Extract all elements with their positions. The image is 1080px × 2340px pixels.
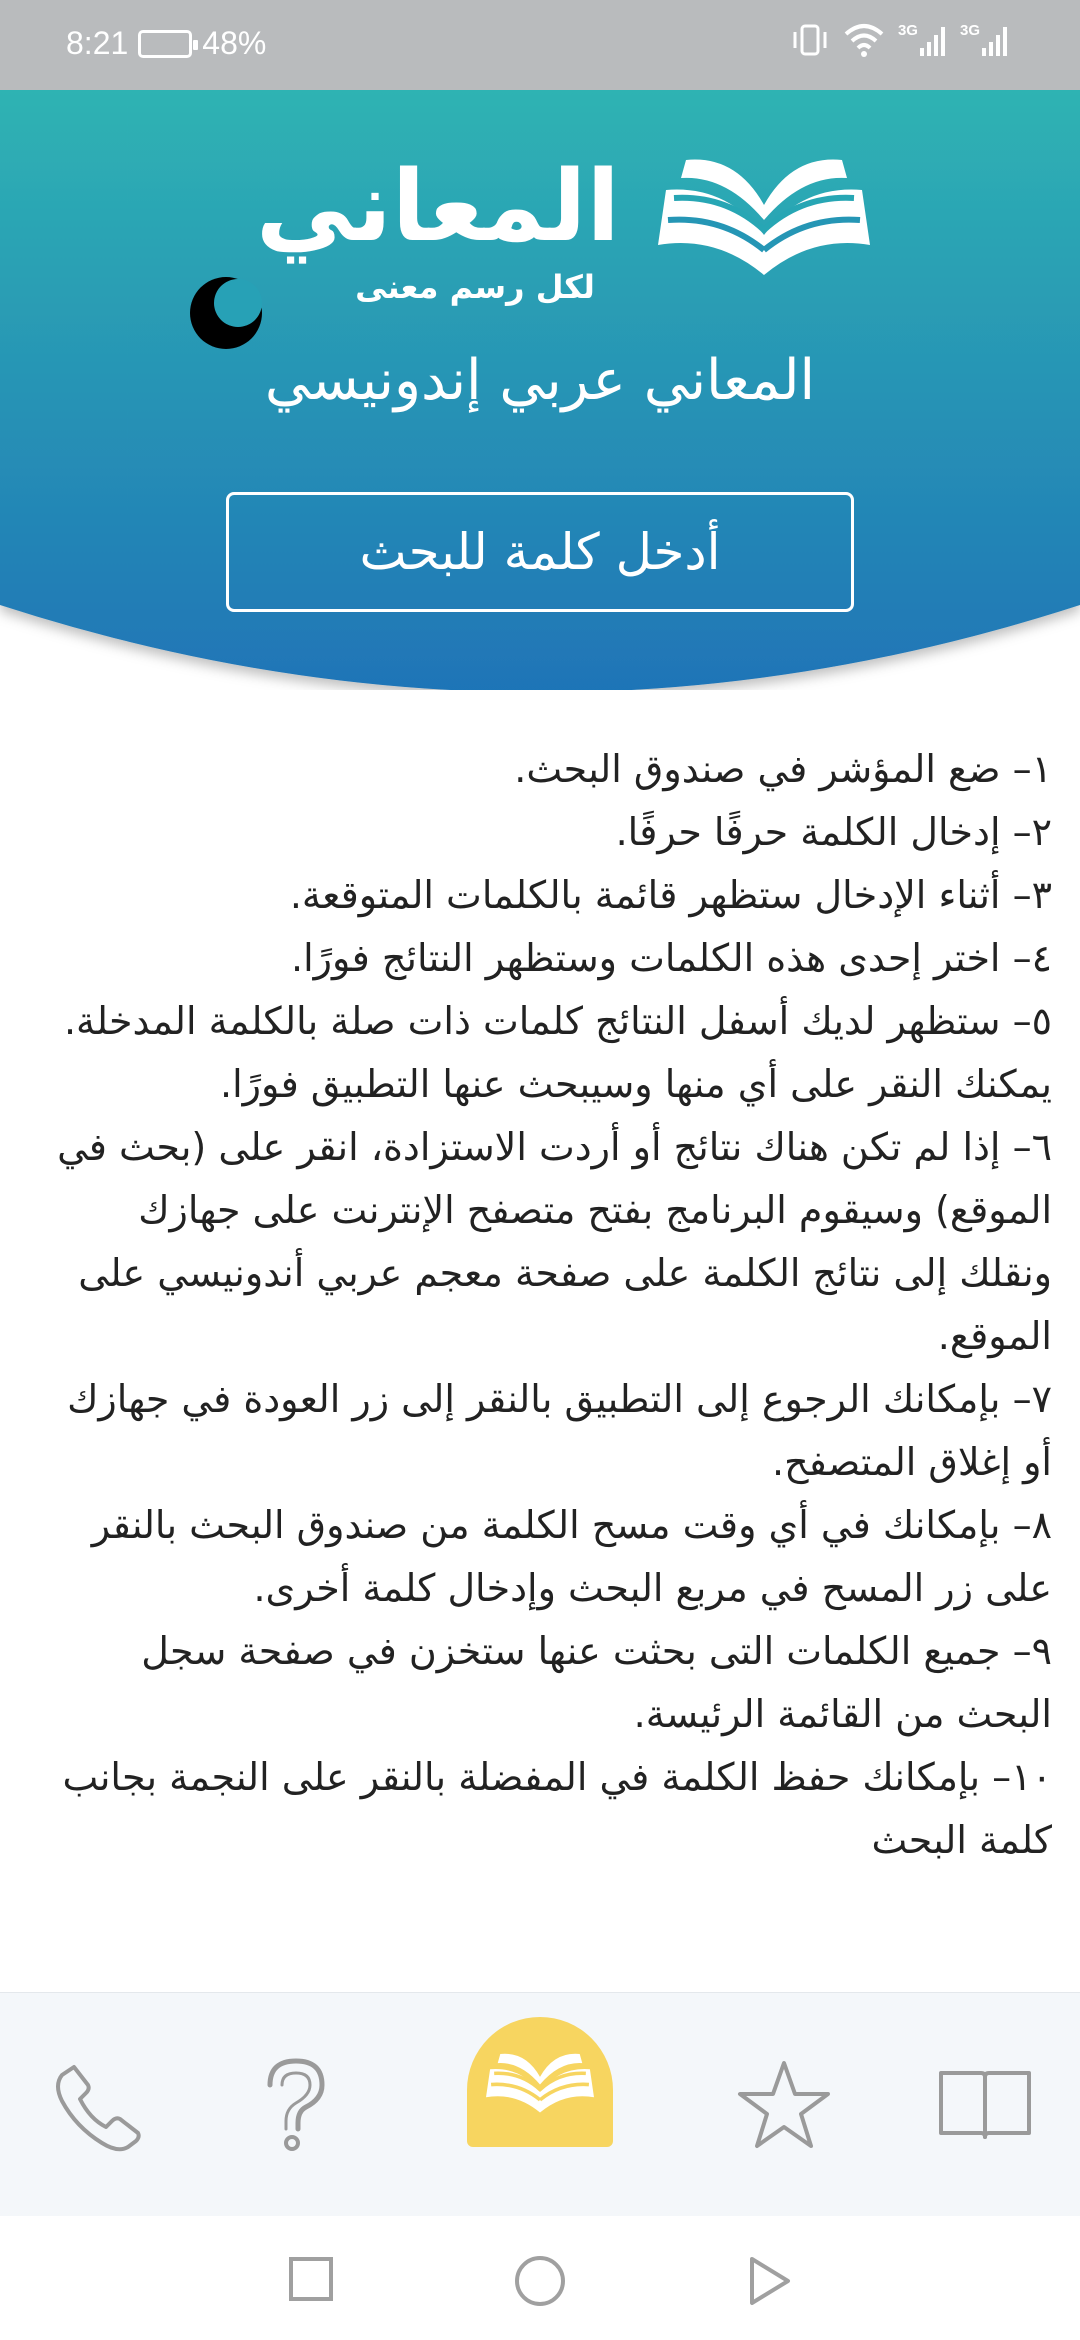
instruction-item: ٨– بإمكانك في أي وقت مسح الكلمة من صندوق البحث بالنقر على زر المسح في مربع البحث وإدخال كلمة أخرى. <box>91 1503 1052 1610</box>
signal-bars-icon <box>918 22 948 58</box>
instruction-item: ٦– إذا لم تكن هناك نتائج أو أردت الاستزادة، انقر على (بحث في الموقع) وسيقوم البرنامج بفتح متصفح الإنترنت على جهازك ونقلك إلى نتائج الكلمة على صفحة معجم عربي أندونيسي على الموقع. <box>57 1125 1052 1358</box>
phone-icon <box>52 2057 148 2153</box>
search-input[interactable] <box>226 492 854 612</box>
star-icon <box>736 2057 832 2153</box>
app-title: المعاني عربي إندونيسي <box>264 348 816 413</box>
status-left <box>66 25 266 62</box>
instruction-item: ٧– بإمكانك الرجوع إلى التطبيق بالنقر إلى زر العودة في جهازك أو إغلاق المتصفح. <box>67 1377 1052 1484</box>
bottom-navigation <box>0 1992 1080 2216</box>
network-type-1: 3G <box>897 22 918 39</box>
header <box>0 90 1080 690</box>
recents-square-icon[interactable] <box>288 2256 334 2302</box>
home-circle-icon[interactable] <box>513 2254 567 2308</box>
back-triangle-icon[interactable] <box>746 2254 794 2308</box>
status-bar <box>0 0 1080 90</box>
instructions-list <box>40 738 1052 1983</box>
instruction-item: ١٠– بإمكانك حفظ الكلمة في المفضلة بالنقر على النجمة بجانب كلمة البحث <box>62 1755 1052 1862</box>
instruction-item: ٩– جميع الكلمات التى بحثت عنها ستخزن في صفحة سجل البحث من القائمة الرئيسة. <box>141 1629 1052 1736</box>
signal-2 <box>960 22 1010 58</box>
wifi-icon <box>842 20 886 60</box>
instruction-item: ٣– أثناء الإدخال ستظهر قائمة بالكلمات المتوقعة. <box>289 873 1052 917</box>
dictionary-book-icon <box>937 2065 1033 2145</box>
status-time: 8:21 <box>66 25 129 61</box>
battery-percent: 48% <box>202 25 267 61</box>
nav-help[interactable] <box>236 1993 356 2217</box>
search-placeholder: أدخل كلمة للبحث <box>359 523 721 581</box>
question-icon <box>256 2055 336 2155</box>
home-book-icon <box>485 2047 595 2117</box>
logo-book-icon <box>656 150 872 280</box>
battery-icon <box>138 30 192 58</box>
signal-bars-icon <box>980 22 1010 58</box>
instruction-item: ١– ضع المؤشر في صندوق البحث. <box>514 747 1052 791</box>
night-mode-icon[interactable] <box>188 275 264 351</box>
nav-dictionary[interactable] <box>920 1993 1050 2217</box>
instruction-item: ٢– إدخال الكلمة حرفًا حرفًا. <box>615 810 1052 854</box>
instruction-item: ٤– اختر إحدى هذه الكلمات وستظهر النتائج فورًا. <box>291 936 1052 980</box>
logo-tagline: لكل رسم معنى <box>355 268 595 306</box>
vibrate-icon <box>790 20 830 60</box>
status-right <box>790 20 1010 60</box>
nav-favorites[interactable] <box>724 1993 844 2217</box>
signal-1 <box>898 22 948 58</box>
instruction-item: ٥– ستظهر لديك أسفل النتائج كلمات ذات صلة بالكلمة المدخلة. يمكنك النقر على أي منها وسيبحث عنها التطبيق فورًا. <box>63 999 1052 1106</box>
system-navigation <box>0 2216 1080 2340</box>
logo-text: المعاني <box>255 150 620 264</box>
nav-home[interactable] <box>467 2017 613 2147</box>
network-type-2: 3G <box>959 22 980 39</box>
nav-contact[interactable] <box>40 1993 160 2217</box>
